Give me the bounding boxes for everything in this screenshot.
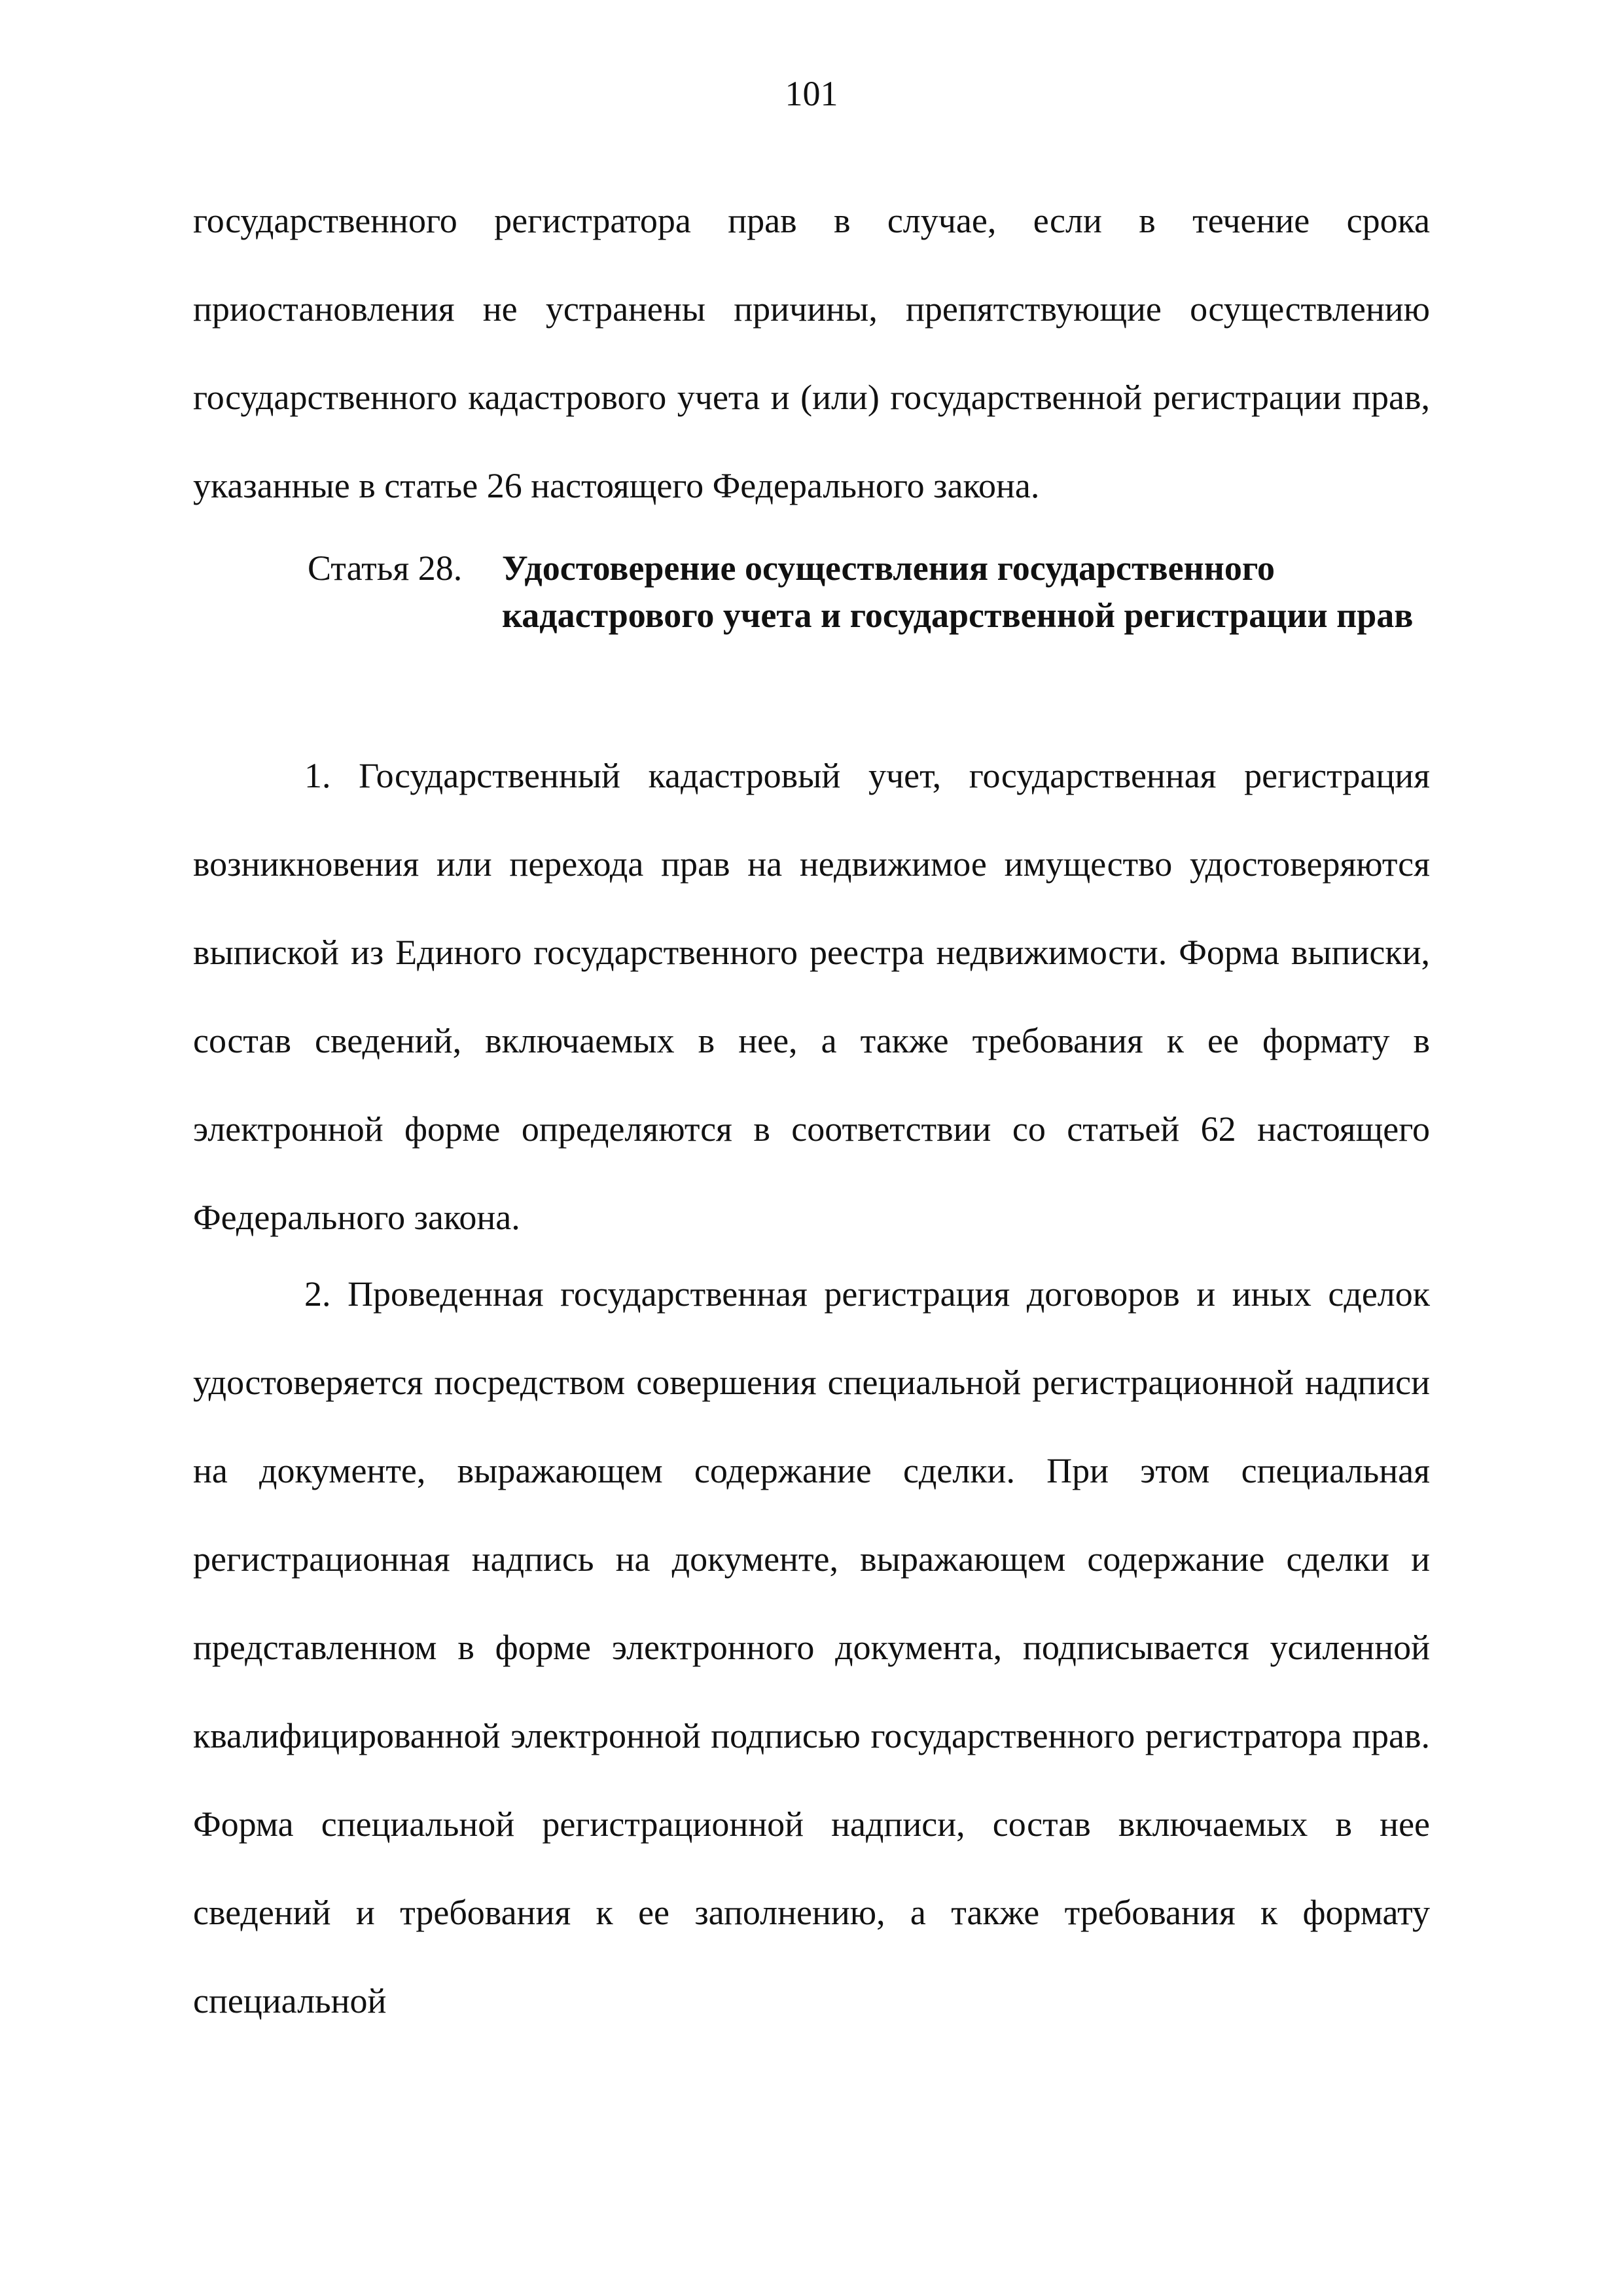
article-number: Статья 28.	[308, 548, 463, 588]
continuation-paragraph: государственного регистратора прав в случае, если в течение срока приостановления не устранены причины, препятствующие осуществлению государственного кадастрового учета и (или) государственной регистрации прав, указанные в статье 26 настоящего Федерального закона.	[193, 201, 1430, 505]
paragraph-item-1: 1. Государственный кадастровый учет, государственная регистрация возникновения или перехода прав на недвижимое имущество удостоверяются выпиской из Единого государственного реестра недвижимости. Форма выписки, состав сведений, включаемых в нее, а также требования к ее формату в электронной форме определяются в соответствии со статьей 62 настоящего Федерального закона.	[193, 756, 1430, 1237]
paragraph-item-2: 2. Проведенная государственная регистрация договоров и иных сделок удостоверяется посредством совершения специальной регистрационной надписи на документе, выражающем содержание сделки. При этом специальная регистрационная надпись на документе, выражающем содержание сделки и представленном в форме электронного документа, подписывается усиленной квалифицированной электронной подписью государственного регистратора прав. Форма специальной регистрационной надписи, состав включаемых в нее сведений и требования к ее заполнению, а также требования к формату специальной	[193, 1274, 1430, 2020]
article-title: Удостоверение осуществления государственного кадастрового учета и государственной регистрации прав	[502, 548, 1414, 635]
page-number: 101	[785, 74, 838, 113]
